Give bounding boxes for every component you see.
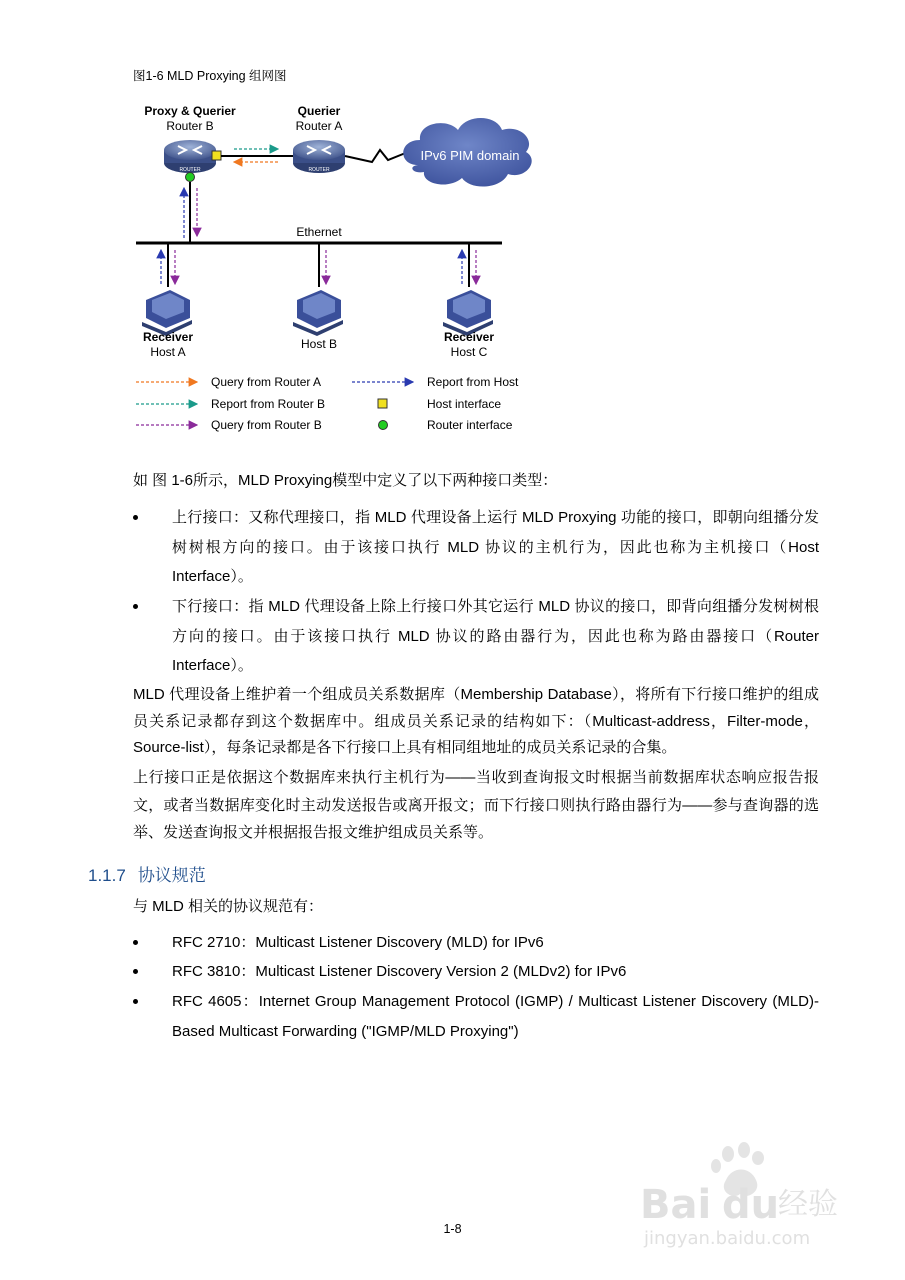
bullet-icon bbox=[133, 515, 138, 520]
bullet-icon bbox=[133, 999, 138, 1004]
list-item bbox=[133, 503, 819, 593]
legend-swatch-router-interface bbox=[379, 421, 388, 430]
watermark-product: 经验 bbox=[778, 1187, 838, 1222]
host-a-name: Host A bbox=[150, 345, 186, 359]
list-item bbox=[133, 987, 819, 1047]
router-a-name: Router A bbox=[295, 119, 343, 133]
database-paragraph: MLD 代理设备上维护着一个组成员关系数据库（Membership Database），将所有下行接口维护的组成员关系记录都存到这个数据库中。组成员关系记录的结构如下：（Multicast-address，Filter-mode，Source-list），每条记录都是各下行接口上具有相同组地址的成员关系记录的合集。 bbox=[133, 686, 819, 756]
router-a-role: Querier bbox=[297, 104, 341, 118]
host-b-computer-icon bbox=[293, 290, 343, 336]
legend-router-interface: Router interface bbox=[427, 418, 513, 432]
watermark-url: jingyan.baidu.com bbox=[644, 1228, 811, 1249]
router-a-icon bbox=[293, 140, 345, 173]
serial-link bbox=[345, 150, 408, 162]
legend bbox=[136, 375, 519, 432]
host-interface-marker bbox=[212, 151, 221, 160]
router-b-icon bbox=[164, 140, 216, 173]
list-item bbox=[133, 592, 819, 682]
legend-query-a: Query from Router A bbox=[211, 375, 322, 389]
downstream-interface-text: 下行接口：指 MLD 代理设备上除上行接口外其它运行 MLD 协议的接口，即背向组播分发树树根方向的接口。由于该接口执行 MLD 协议的路由器行为，因此也称为路由器接口（Router Interface）。 bbox=[172, 598, 819, 674]
router-interface-marker bbox=[186, 173, 195, 182]
legend-report-host: Report from Host bbox=[427, 375, 519, 389]
behavior-paragraph: 上行接口正是依据这个数据库来执行主机行为——当收到查询报文时根据当前数据库状态响应报告报文，或者当数据库变化时主动发送报告或离开报文；而下行接口则执行路由器行为——参与查询器的选举、发送查询报文并根据报告报文维护组成员关系等。 bbox=[133, 769, 819, 841]
section-number: 1.1.7 bbox=[88, 866, 126, 885]
cloud-label: IPv6 PIM domain bbox=[420, 148, 520, 163]
bullet-icon bbox=[133, 604, 138, 609]
page-number: 1-8 bbox=[443, 1222, 462, 1236]
list-item bbox=[133, 928, 819, 958]
ethernet-label: Ethernet bbox=[296, 225, 342, 239]
svg-text:ROUTER: ROUTER bbox=[308, 167, 330, 173]
host-a-role: Receiver bbox=[142, 330, 194, 344]
figure-caption: 图1-6 MLD Proxying 组网图 bbox=[133, 69, 287, 83]
host-c-role: Receiver bbox=[443, 330, 495, 344]
protocol-rfc2710: RFC 2710：Multicast Listener Discovery (MLD) for IPv6 bbox=[172, 934, 544, 951]
baidu-jingyan-watermark bbox=[640, 1140, 865, 1260]
host-b-name: Host B bbox=[300, 337, 338, 351]
watermark-brand: Bai bbox=[640, 1182, 712, 1228]
bullet-icon bbox=[133, 940, 138, 945]
watermark-brand-tail: du bbox=[722, 1182, 780, 1228]
intro-paragraph: 如 图 1-6所示，MLD Proxying模型中定义了以下两种接口类型： bbox=[133, 472, 558, 489]
svg-text:ROUTER: ROUTER bbox=[179, 167, 201, 173]
section-title: 协议规范 bbox=[137, 866, 206, 885]
protocol-rfc4605: RFC 4605：Internet Group Management Protocol (IGMP) / Multicast Listener Discovery (MLD)-Based Multicast Forwarding ("IGMP/MLD Proxying") bbox=[172, 993, 819, 1040]
router-b-role: Proxy & Querier bbox=[144, 104, 236, 118]
list-item bbox=[133, 957, 819, 987]
legend-swatch-host-interface bbox=[378, 399, 387, 408]
protocol-rfc3810: RFC 3810：Multicast Listener Discovery Version 2 (MLDv2) for IPv6 bbox=[172, 963, 627, 980]
legend-query-b: Query from Router B bbox=[211, 418, 322, 432]
network-diagram bbox=[0, 0, 905, 450]
legend-report-b: Report from Router B bbox=[211, 397, 326, 411]
upstream-interface-text: 上行接口：又称代理接口，指 MLD 代理设备上运行 MLD Proxying 功能的接口，即朝向组播分发树树根方向的接口。由于该接口执行 MLD 协议的主机行为，因此也称为主机接口（Host Interface）。 bbox=[172, 509, 819, 585]
protocols-intro: 与 MLD 相关的协议规范有： bbox=[133, 898, 324, 915]
ipv6-pim-cloud bbox=[403, 118, 531, 187]
section-heading bbox=[88, 861, 206, 886]
bullet-icon bbox=[133, 969, 138, 974]
legend-host-interface: Host interface bbox=[427, 397, 502, 411]
router-b-name: Router B bbox=[166, 119, 214, 133]
host-c-name: Host C bbox=[450, 345, 488, 359]
